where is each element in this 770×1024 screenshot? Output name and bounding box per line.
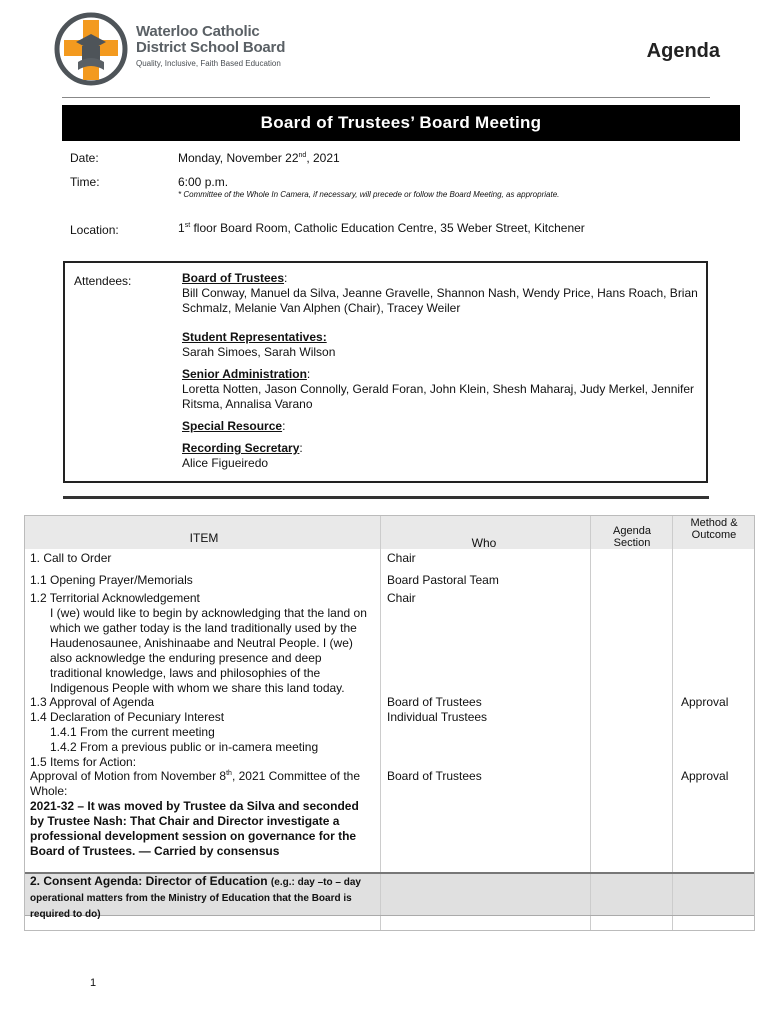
attendee-group-heading: Student Representatives: — [182, 330, 327, 344]
item-motion-approval: Approval of Motion from November 8th, 2021 Committee of the Whole: — [30, 769, 361, 798]
org-brand — [136, 24, 285, 68]
who-opening-prayer: Board Pastoral Team — [387, 573, 499, 587]
header-who: Who — [471, 536, 497, 550]
time-value: 6:00 p.m. — [178, 175, 229, 189]
attendee-group-special-resource: Special Resource: — [182, 419, 286, 433]
item-consent-agenda: 2. Consent Agenda: Director of Education (e.g.: day –to – day operational matters from the Ministry of Education that the Board is required to do) — [30, 874, 361, 920]
item-pecuniary: 1.4 Declaration of Pecuniary Interest — [30, 710, 225, 724]
time-label: Time: — [70, 175, 100, 189]
outcome-motion: Approval — [681, 769, 729, 783]
header-agenda-section: Agenda Section — [613, 525, 651, 549]
org-tagline: Quality, Inclusive, Faith Based Education — [136, 59, 281, 68]
attendees-box — [63, 261, 708, 483]
who-approval-agenda: Board of Trustees — [387, 695, 482, 709]
attendee-group-senior-admin: Senior Administration: Loretta Notten, Jason Connolly, Gerald Foran, John Klein, Shesh Maharaj, Judy Merkel, Jennifer Ritsma, Annalisa Varano — [182, 367, 702, 412]
agenda-table — [24, 515, 755, 931]
who-pecuniary: Individual Trustees — [387, 710, 488, 724]
attendee-group-recording-secretary: Recording Secretary: Alice Figueiredo — [182, 441, 702, 471]
attendee-group-names: Bill Conway, Manuel da Silva, Jeanne Gravelle, Shannon Nash, Wendy Price, Hans Roach, Brian Schmalz, Melanie Van Alphen (Chair), Tracey Weiler — [182, 286, 698, 315]
who-call-to-order: Chair — [387, 551, 416, 565]
attendees-list — [182, 271, 702, 478]
date-label: Date: — [70, 151, 99, 165]
attendee-group-trustees: Board of Trustees: Bill Conway, Manuel da Silva, Jeanne Gravelle, Shannon Nash, Wendy Price, Hans Roach, Brian Schmalz, Melanie Van Alphen (Chair), Tracey Weiler — [182, 271, 702, 316]
item-items-for-action: 1.5 Items for Action: — [30, 755, 137, 769]
attendees-divider — [63, 496, 709, 499]
territorial-acknowledgement-text: I (we) would like to begin by acknowledging that the land on which we gather today is the land traditionally used by the Haudenosaunee, Anishinaabe and Neutral People. I (we) also acknowledge the enduring presence and deep traditional knowledge, laws and philosophies of the Indigenous People with whom we share this land today. — [50, 606, 367, 695]
attendee-group-names: Alice Figueiredo — [182, 456, 269, 470]
attendee-group-names: Loretta Notten, Jason Connolly, Gerald Foran, John Klein, Shesh Maharaj, Judy Merkel, Jennifer Ritsma, Annalisa Varano — [182, 382, 695, 411]
attendees-label: Attendees: — [74, 274, 132, 288]
who-territorial: Chair — [387, 591, 416, 605]
time-note: * Committee of the Whole In Camera, if necessary, will precede or follow the Board Meeting, as appropriate. — [178, 190, 560, 199]
attendee-group-heading: Recording Secretary — [182, 441, 300, 455]
item-call-to-order: 1. Call to Order — [30, 551, 112, 565]
motion-text: 2021-32 – It was moved by Trustee da Silva and seconded by Trustee Nash: That Chair and Director investigate a professional development session on governance for the Board of Trustees. — Carried by consensus — [30, 799, 359, 858]
item-pecuniary-previous: 1.4.2 From a previous public or in-camera meeting — [50, 740, 319, 754]
attendee-group-heading: Board of Trustees — [182, 271, 285, 285]
item-pecuniary-current: 1.4.1 From the current meeting — [50, 725, 215, 739]
doc-type-title: Agenda — [646, 40, 720, 62]
meeting-title: Board of Trustees’ Board Meeting — [62, 105, 740, 141]
item-territorial: 1.2 Territorial Acknowledgement — [30, 591, 200, 605]
wcdsb-logo — [54, 12, 128, 86]
location-value: 1st floor Board Room, Catholic Education Centre, 35 Weber Street, Kitchener — [178, 221, 585, 235]
date-value: Monday, November 22nd, 2021 — [178, 151, 340, 165]
attendee-group-students — [182, 330, 702, 360]
attendee-group-heading: Senior Administration — [182, 367, 307, 381]
outcome-approval-agenda: Approval — [681, 695, 729, 709]
location-label: Location: — [70, 223, 119, 237]
org-name-line2: District School Board — [136, 39, 286, 56]
header-method-outcome: Method & Outcome — [690, 517, 738, 541]
page-number: 1 — [90, 977, 97, 989]
attendee-group-heading: Special Resource — [182, 419, 283, 433]
item-approval-agenda: 1.3 Approval of Agenda — [30, 695, 155, 709]
org-name-line1: Waterloo Catholic — [136, 23, 260, 40]
who-motion: Board of Trustees — [387, 769, 482, 783]
header-item: ITEM — [189, 531, 219, 545]
attendee-group-names: Sarah Simoes, Sarah Wilson — [182, 345, 336, 359]
header-divider — [62, 97, 710, 98]
item-opening-prayer: 1.1 Opening Prayer/Memorials — [30, 573, 193, 587]
